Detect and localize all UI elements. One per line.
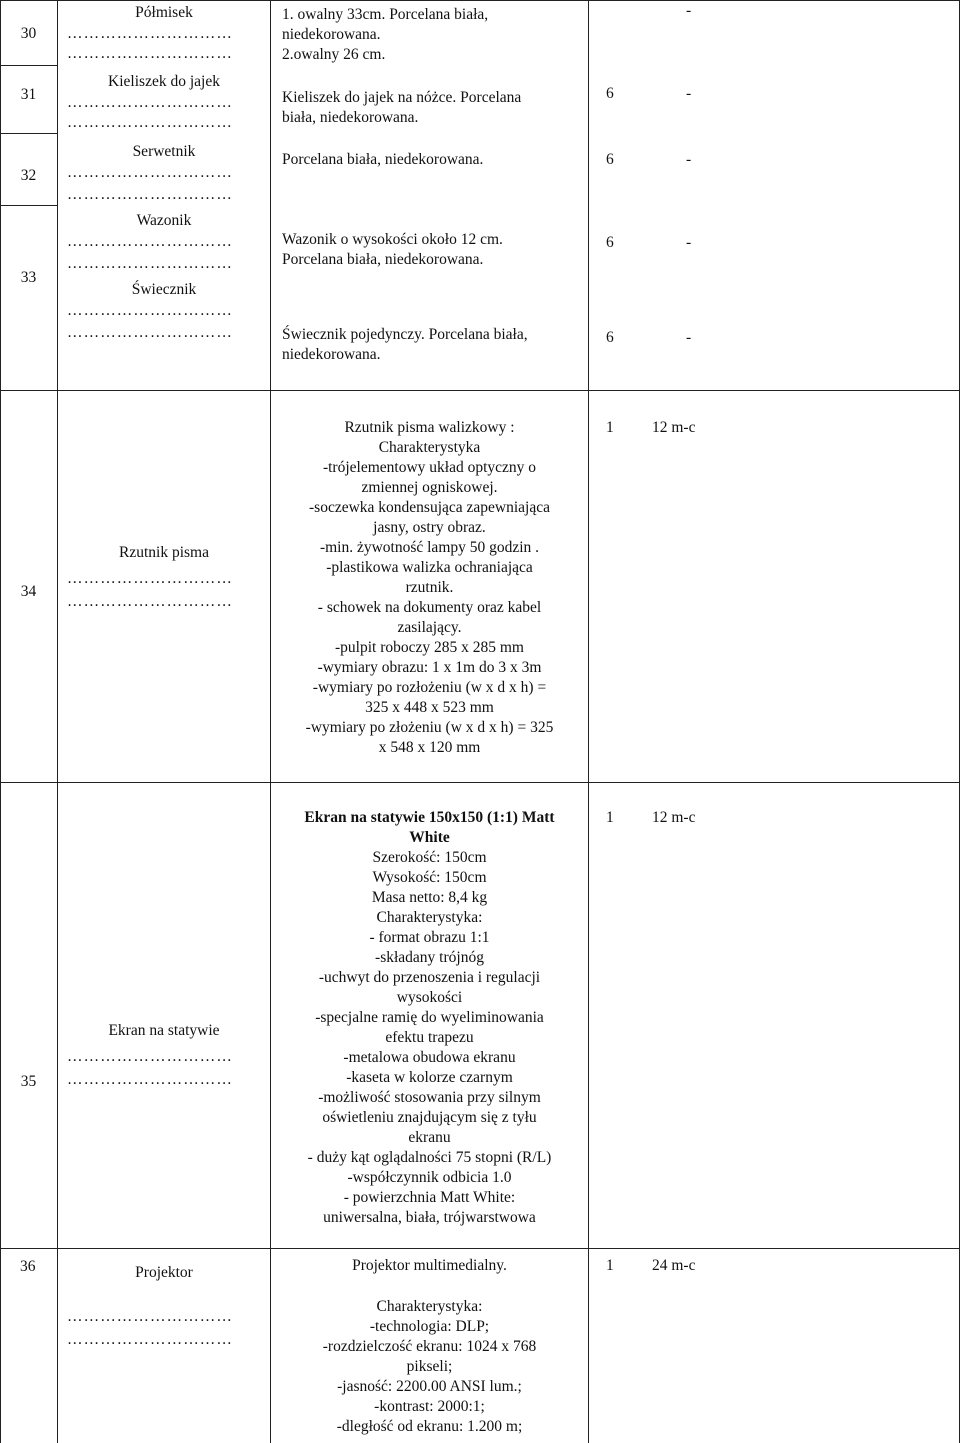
warranty-value: 12 m-c xyxy=(652,419,696,436)
description-line: -plastikowa walizka ochraniająca xyxy=(326,559,533,576)
description-line: - format obrazu 1:1 xyxy=(369,929,490,946)
description-line: -kontrast: 2000:1; xyxy=(374,1398,485,1415)
warranty-value: - xyxy=(686,85,692,102)
row-separator-33-34 xyxy=(0,390,960,391)
item-name: Serwetnik xyxy=(132,143,196,160)
description-line: - schowek na dokumenty oraz kabel xyxy=(317,599,542,616)
warranty-value: 12 m-c xyxy=(652,809,696,826)
description-line: -dległość od ekranu: 1.200 m; xyxy=(336,1418,523,1435)
dotted-fill: ………………………… xyxy=(67,164,233,181)
warranty-value: - xyxy=(686,2,692,19)
item-name: Ekran na statywie xyxy=(108,1022,220,1039)
item-description: Porcelana biała, niedekorowana. xyxy=(282,151,484,168)
description-line: -współczynnik odbicia 1.0 xyxy=(347,1169,512,1186)
row-separator-30-31 xyxy=(0,65,57,66)
quantity-value: 6 xyxy=(606,85,614,102)
item-name: Kieliszek do jajek xyxy=(108,73,220,90)
description-line: - duży kąt oglądalności 75 stopni (R/L) xyxy=(307,1149,552,1166)
item-description: Porcelana biała, niedekorowana. xyxy=(282,251,484,268)
description-line: zmiennej ogniskowej. xyxy=(361,479,498,496)
description-line: Rzutnik pisma walizkowy : xyxy=(344,419,515,436)
description-line: Wysokość: 150cm xyxy=(372,869,487,886)
description-line: jasny, ostry obraz. xyxy=(373,519,486,536)
row-number: 36 xyxy=(20,1258,36,1275)
dotted-fill: ………………………… xyxy=(67,302,233,319)
description-line: -możliwość stosowania przy silnym xyxy=(318,1089,541,1106)
warranty-value: - xyxy=(686,151,692,168)
description-line: x 548 x 120 mm xyxy=(378,739,481,756)
description-line: efektu trapezu xyxy=(385,1029,474,1046)
row-number: 30 xyxy=(20,25,37,42)
dotted-fill: ………………………… xyxy=(67,255,233,272)
description-line: uniwersalna, biała, trójwarstwowa xyxy=(323,1209,536,1226)
quantity-value: 6 xyxy=(606,329,614,346)
quantity-value: 6 xyxy=(606,234,614,251)
row-number: 33 xyxy=(20,269,37,286)
description-line: rzutnik. xyxy=(405,579,454,596)
warranty-value: 24 m-c xyxy=(652,1257,696,1274)
description-line: -kaseta w kolorze czarnym xyxy=(346,1069,513,1086)
description-line: -soczewka kondensująca zapewniająca xyxy=(309,499,550,516)
description-line: -wymiary po rozłożeniu (w x d x h) = xyxy=(312,679,547,696)
description-line: -jasność: 2200.00 ANSI lum.; xyxy=(337,1378,522,1395)
dotted-fill: ………………………… xyxy=(67,25,233,42)
quantity-value: 1 xyxy=(606,419,614,436)
item-name: Półmisek xyxy=(135,4,193,21)
description-line: Masa netto: 8,4 kg xyxy=(371,889,488,906)
item-name: Rzutnik pisma xyxy=(119,544,209,561)
warranty-value: - xyxy=(686,329,692,346)
item-name: Projektor xyxy=(135,1264,193,1281)
row-separator-32-33 xyxy=(0,205,57,206)
description-heading: Ekran na statywie 150x150 (1:1) Matt xyxy=(304,809,555,826)
description-line: Charakterystyka xyxy=(378,439,481,456)
description-line: zasilający. xyxy=(397,619,462,636)
description-line: -wymiary obrazu: 1 x 1m do 3 x 3m xyxy=(317,659,542,676)
col-divider-desc xyxy=(588,0,589,1443)
item-description-block xyxy=(271,808,588,1228)
row-number: 31 xyxy=(20,86,37,103)
item-description: Wazonik o wysokości około 12 cm. xyxy=(282,231,503,248)
description-line: -pulpit roboczy 285 x 285 mm xyxy=(335,639,524,656)
quantity-value: 1 xyxy=(606,1257,614,1274)
dotted-fill: ………………………… xyxy=(67,233,233,250)
description-line: ekranu xyxy=(408,1129,451,1146)
item-description: 1. owalny 33cm. Porcelana biała, xyxy=(282,6,489,23)
dotted-fill: ………………………… xyxy=(67,1048,233,1065)
dotted-fill: ………………………… xyxy=(67,1331,233,1348)
item-description-block xyxy=(271,1297,588,1437)
warranty-value: - xyxy=(686,234,692,251)
description-line: -uchwyt do przenoszenia i regulacji xyxy=(318,969,541,986)
description-line: Szerokość: 150cm xyxy=(372,849,487,866)
item-description: niedekorowana. xyxy=(282,26,381,43)
item-description: Kieliszek do jajek na nóżce. Porcelana xyxy=(282,89,522,106)
dotted-fill: ………………………… xyxy=(67,1071,233,1088)
item-description: biała, niedekorowana. xyxy=(282,109,419,126)
description-line: -technologia: DLP; xyxy=(369,1318,490,1335)
quantity-value: 1 xyxy=(606,809,614,826)
row-separator-34-35 xyxy=(0,782,960,783)
row-number: 32 xyxy=(20,167,37,184)
description-line: Charakterystyka: xyxy=(376,1298,483,1315)
row-separator-31-32 xyxy=(0,133,57,134)
description-heading: White xyxy=(409,829,450,846)
description-line: -składany trójnóg xyxy=(375,949,484,966)
description-line: pikseli; xyxy=(406,1358,453,1375)
row-number: 34 xyxy=(20,583,37,600)
description-line: 325 x 448 x 523 mm xyxy=(365,699,494,716)
table-top-border xyxy=(0,0,960,1)
table-left-border xyxy=(0,0,1,1443)
description-line: -specjalne ramię do wyeliminowania xyxy=(315,1009,544,1026)
description-line: -rozdzielczość ekranu: 1024 x 768 xyxy=(322,1338,537,1355)
description-line: Charakterystyka: xyxy=(376,909,483,926)
item-name: Świecznik xyxy=(131,281,197,298)
description-line: -trójelementowy układ optyczny o xyxy=(322,459,537,476)
description-heading: Projektor multimedialny. xyxy=(352,1257,507,1274)
item-description: 2.owalny 26 cm. xyxy=(282,46,386,63)
dotted-fill: ………………………… xyxy=(67,593,233,610)
item-description: niedekorowana. xyxy=(282,346,381,363)
row-number: 35 xyxy=(20,1073,37,1090)
item-name: Wazonik xyxy=(136,212,192,229)
dotted-fill: ………………………… xyxy=(67,1308,233,1325)
dotted-fill: ………………………… xyxy=(67,114,233,131)
description-line: wysokości xyxy=(396,989,463,1006)
dotted-fill: ………………………… xyxy=(67,94,233,111)
row-separator-35-36 xyxy=(0,1248,960,1249)
description-line: - powierzchnia Matt White: xyxy=(343,1189,516,1206)
dotted-fill: ………………………… xyxy=(67,186,233,203)
quantity-value: 6 xyxy=(606,151,614,168)
description-line: -wymiary po złożeniu (w x d x h) = 325 xyxy=(305,719,554,736)
description-line: -metalowa obudowa ekranu xyxy=(343,1049,516,1066)
dotted-fill: ………………………… xyxy=(67,45,233,62)
description-line: oświetleniu znajdującym się z tyłu xyxy=(322,1109,537,1126)
item-description-block xyxy=(271,418,588,758)
item-description: Świecznik pojedynczy. Porcelana biała, xyxy=(282,326,528,343)
dotted-fill: ………………………… xyxy=(67,570,233,587)
description-line: -min. żywotność lampy 50 godzin . xyxy=(319,539,540,556)
dotted-fill: ………………………… xyxy=(67,324,233,341)
